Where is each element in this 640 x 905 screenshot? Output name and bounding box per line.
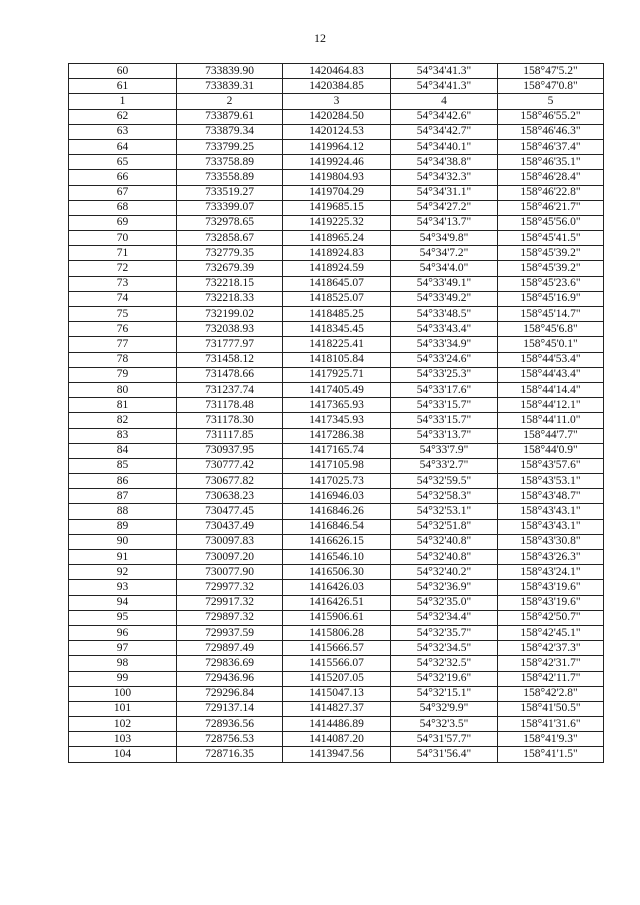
x-coordinate-cell: 733879.61	[177, 109, 283, 124]
table-row	[69, 109, 604, 124]
table-row	[69, 701, 604, 716]
latitude-cell: 54°32'32.5"	[391, 656, 498, 671]
point-number-cell: 99	[69, 671, 177, 686]
point-number-cell: 100	[69, 686, 177, 701]
latitude-cell: 54°33'43.4"	[391, 322, 498, 337]
longitude-cell: 158°42'31.7"	[498, 656, 604, 671]
latitude-cell: 54°34'42.7"	[391, 124, 498, 139]
longitude-cell: 158°43'19.6"	[498, 595, 604, 610]
x-coordinate-cell: 729897.49	[177, 641, 283, 656]
x-coordinate-cell: 729137.14	[177, 701, 283, 716]
longitude-cell: 158°44'53.4"	[498, 352, 604, 367]
x-coordinate-cell: 733799.25	[177, 139, 283, 154]
y-coordinate-cell: 1417345.93	[283, 413, 391, 428]
latitude-cell: 54°32'35.7"	[391, 625, 498, 640]
x-coordinate-cell: 731237.74	[177, 382, 283, 397]
latitude-cell: 54°33'13.7"	[391, 428, 498, 443]
longitude-cell: 158°42'37.3"	[498, 641, 604, 656]
latitude-cell: 54°33'25.3"	[391, 367, 498, 382]
point-number-cell: 84	[69, 443, 177, 458]
longitude-cell: 158°44'43.4"	[498, 367, 604, 382]
longitude-cell: 158°43'43.1"	[498, 504, 604, 519]
y-coordinate-cell: 1418645.07	[283, 276, 391, 291]
point-number-cell: 67	[69, 185, 177, 200]
table-row	[69, 64, 604, 79]
y-coordinate-cell: 1416426.03	[283, 580, 391, 595]
point-number-cell: 76	[69, 322, 177, 337]
latitude-cell: 54°33'15.7"	[391, 413, 498, 428]
y-coordinate-cell: 1420284.50	[283, 109, 391, 124]
table-row	[69, 474, 604, 489]
point-number-cell: 101	[69, 701, 177, 716]
longitude-cell: 158°46'37.4"	[498, 139, 604, 154]
coordinates-table	[68, 63, 604, 763]
point-number-cell: 82	[69, 413, 177, 428]
x-coordinate-cell: 733519.27	[177, 185, 283, 200]
x-coordinate-cell: 730777.42	[177, 458, 283, 473]
x-coordinate-cell: 732858.67	[177, 231, 283, 246]
longitude-cell: 158°44'11.0"	[498, 413, 604, 428]
x-coordinate-cell: 729296.84	[177, 686, 283, 701]
y-coordinate-cell: 1419704.29	[283, 185, 391, 200]
point-number-cell: 98	[69, 656, 177, 671]
x-coordinate-cell: 732038.93	[177, 322, 283, 337]
table-row	[69, 79, 604, 94]
table-row	[69, 398, 604, 413]
y-coordinate-cell: 1419225.32	[283, 215, 391, 230]
table-row	[69, 261, 604, 276]
y-coordinate-cell: 1419964.12	[283, 139, 391, 154]
table-row	[69, 489, 604, 504]
table-row	[69, 155, 604, 170]
y-coordinate-cell: 1415566.07	[283, 656, 391, 671]
latitude-cell: 54°32'19.6"	[391, 671, 498, 686]
x-coordinate-cell: 731178.30	[177, 413, 283, 428]
point-number-cell: 74	[69, 291, 177, 306]
point-number-cell: 81	[69, 398, 177, 413]
table-row	[69, 337, 604, 352]
longitude-cell: 158°45'39.2"	[498, 261, 604, 276]
longitude-cell: 158°42'2.8"	[498, 686, 604, 701]
latitude-cell: 54°32'51.8"	[391, 519, 498, 534]
longitude-cell: 158°42'45.1"	[498, 625, 604, 640]
y-coordinate-cell: 1418345.45	[283, 322, 391, 337]
longitude-cell: 158°46'21.7"	[498, 200, 604, 215]
x-coordinate-cell: 730638.23	[177, 489, 283, 504]
x-coordinate-cell: 732978.65	[177, 215, 283, 230]
longitude-cell: 158°44'14.4"	[498, 382, 604, 397]
y-coordinate-cell: 1418965.24	[283, 231, 391, 246]
x-coordinate-cell: 730677.82	[177, 474, 283, 489]
latitude-cell: 54°34'41.3"	[391, 64, 498, 79]
latitude-cell: 54°31'56.4"	[391, 747, 498, 762]
table-row	[69, 322, 604, 337]
x-coordinate-cell: 733558.89	[177, 170, 283, 185]
longitude-cell: 158°43'53.1"	[498, 474, 604, 489]
point-number-cell: 64	[69, 139, 177, 154]
point-number-cell: 92	[69, 565, 177, 580]
table-row	[69, 276, 604, 291]
point-number-cell: 102	[69, 717, 177, 732]
longitude-cell: 158°46'22.8"	[498, 185, 604, 200]
x-coordinate-cell: 731178.48	[177, 398, 283, 413]
y-coordinate-cell: 1417365.93	[283, 398, 391, 413]
y-coordinate-cell: 1416946.03	[283, 489, 391, 504]
longitude-cell: 158°43'30.8"	[498, 534, 604, 549]
longitude-cell: 158°46'46.3"	[498, 124, 604, 139]
table-row	[69, 641, 604, 656]
longitude-cell: 158°45'16.9"	[498, 291, 604, 306]
longitude-cell: 158°42'11.7"	[498, 671, 604, 686]
x-coordinate-cell: 732218.15	[177, 276, 283, 291]
latitude-cell: 54°33'7.9"	[391, 443, 498, 458]
table-row	[69, 382, 604, 397]
longitude-cell: 158°45'0.1"	[498, 337, 604, 352]
x-coordinate-cell: 733839.31	[177, 79, 283, 94]
x-coordinate-cell: 729897.32	[177, 610, 283, 625]
x-coordinate-cell: 733879.34	[177, 124, 283, 139]
y-coordinate-cell: 1417105.98	[283, 458, 391, 473]
y-coordinate-cell: 1416846.54	[283, 519, 391, 534]
table-row	[69, 565, 604, 580]
table-row	[69, 550, 604, 565]
table-row	[69, 671, 604, 686]
x-coordinate-cell: 728716.35	[177, 747, 283, 762]
y-coordinate-cell: 1418525.07	[283, 291, 391, 306]
y-coordinate-cell: 1414486.89	[283, 717, 391, 732]
y-coordinate-cell: 1420384.85	[283, 79, 391, 94]
x-coordinate-cell: 733758.89	[177, 155, 283, 170]
longitude-cell: 158°41'31.6"	[498, 717, 604, 732]
point-number-cell: 80	[69, 382, 177, 397]
latitude-cell: 54°33'49.1"	[391, 276, 498, 291]
latitude-cell: 54°34'38.8"	[391, 155, 498, 170]
y-coordinate-cell: 1417286.38	[283, 428, 391, 443]
table-row	[69, 458, 604, 473]
x-coordinate-cell: 730077.90	[177, 565, 283, 580]
latitude-cell: 54°32'15.1"	[391, 686, 498, 701]
x-coordinate-cell: 732779.35	[177, 246, 283, 261]
longitude-cell: 158°43'48.7"	[498, 489, 604, 504]
latitude-cell: 54°34'40.1"	[391, 139, 498, 154]
point-number-cell: 104	[69, 747, 177, 762]
latitude-cell: 54°32'36.9"	[391, 580, 498, 595]
longitude-cell: 158°45'23.6"	[498, 276, 604, 291]
x-coordinate-cell: 729836.69	[177, 656, 283, 671]
y-coordinate-cell: 1416546.10	[283, 550, 391, 565]
longitude-cell: 158°43'43.1"	[498, 519, 604, 534]
y-coordinate-cell: 1415806.28	[283, 625, 391, 640]
y-coordinate-cell: 1415047.13	[283, 686, 391, 701]
y-coordinate-cell: 3	[283, 94, 391, 109]
latitude-cell: 54°34'41.3"	[391, 79, 498, 94]
longitude-cell: 158°45'56.0"	[498, 215, 604, 230]
point-number-cell: 60	[69, 64, 177, 79]
page-number: 12	[314, 31, 326, 45]
table-row	[69, 580, 604, 595]
table-row	[69, 534, 604, 549]
point-number-cell: 87	[69, 489, 177, 504]
latitude-cell: 54°34'42.6"	[391, 109, 498, 124]
latitude-cell: 54°34'9.8"	[391, 231, 498, 246]
point-number-cell: 85	[69, 458, 177, 473]
point-number-cell: 66	[69, 170, 177, 185]
table-row	[69, 246, 604, 261]
table-row	[69, 170, 604, 185]
x-coordinate-cell: 730097.20	[177, 550, 283, 565]
y-coordinate-cell: 1418225.41	[283, 337, 391, 352]
latitude-cell: 54°33'17.6"	[391, 382, 498, 397]
y-coordinate-cell: 1418924.59	[283, 261, 391, 276]
y-coordinate-cell: 1417925.71	[283, 367, 391, 382]
x-coordinate-cell: 732218.33	[177, 291, 283, 306]
latitude-cell: 54°32'59.5"	[391, 474, 498, 489]
x-coordinate-cell: 732679.39	[177, 261, 283, 276]
point-number-cell: 96	[69, 625, 177, 640]
x-coordinate-cell: 728936.56	[177, 717, 283, 732]
point-number-cell: 88	[69, 504, 177, 519]
y-coordinate-cell: 1416506.30	[283, 565, 391, 580]
point-number-cell: 77	[69, 337, 177, 352]
y-coordinate-cell: 1418485.25	[283, 307, 391, 322]
y-coordinate-cell: 1417025.73	[283, 474, 391, 489]
longitude-cell: 5	[498, 94, 604, 109]
table-row	[69, 231, 604, 246]
table-row	[69, 656, 604, 671]
point-number-cell: 1	[69, 94, 177, 109]
table-row	[69, 352, 604, 367]
coordinates-table-body	[69, 64, 604, 763]
point-number-cell: 72	[69, 261, 177, 276]
table-row	[69, 291, 604, 306]
table-row	[69, 307, 604, 322]
longitude-cell: 158°46'28.4"	[498, 170, 604, 185]
latitude-cell: 54°32'40.8"	[391, 534, 498, 549]
table-row	[69, 747, 604, 762]
longitude-cell: 158°47'5.2"	[498, 64, 604, 79]
y-coordinate-cell: 1414827.37	[283, 701, 391, 716]
longitude-cell: 158°43'26.3"	[498, 550, 604, 565]
x-coordinate-cell: 733399.07	[177, 200, 283, 215]
x-coordinate-cell: 731117.85	[177, 428, 283, 443]
y-coordinate-cell: 1415666.57	[283, 641, 391, 656]
table-row	[69, 595, 604, 610]
x-coordinate-cell: 731478.66	[177, 367, 283, 382]
point-number-cell: 83	[69, 428, 177, 443]
y-coordinate-cell: 1419924.46	[283, 155, 391, 170]
y-coordinate-cell: 1417165.74	[283, 443, 391, 458]
point-number-cell: 93	[69, 580, 177, 595]
latitude-cell: 54°33'24.6"	[391, 352, 498, 367]
latitude-cell: 54°33'34.9"	[391, 337, 498, 352]
latitude-cell: 54°32'34.4"	[391, 610, 498, 625]
y-coordinate-cell: 1414087.20	[283, 732, 391, 747]
table-row	[69, 428, 604, 443]
point-number-cell: 63	[69, 124, 177, 139]
x-coordinate-cell: 731777.97	[177, 337, 283, 352]
latitude-cell: 54°34'13.7"	[391, 215, 498, 230]
latitude-cell: 54°32'40.2"	[391, 565, 498, 580]
y-coordinate-cell: 1418105.84	[283, 352, 391, 367]
latitude-cell: 54°31'57.7"	[391, 732, 498, 747]
table-row	[69, 94, 604, 109]
table-row	[69, 443, 604, 458]
longitude-cell: 158°44'0.9"	[498, 443, 604, 458]
longitude-cell: 158°45'6.8"	[498, 322, 604, 337]
point-number-cell: 71	[69, 246, 177, 261]
longitude-cell: 158°44'7.7"	[498, 428, 604, 443]
latitude-cell: 54°33'49.2"	[391, 291, 498, 306]
longitude-cell: 158°43'19.6"	[498, 580, 604, 595]
x-coordinate-cell: 729436.96	[177, 671, 283, 686]
x-coordinate-cell: 730437.49	[177, 519, 283, 534]
longitude-cell: 158°44'12.1"	[498, 398, 604, 413]
x-coordinate-cell: 729917.32	[177, 595, 283, 610]
latitude-cell: 54°32'40.8"	[391, 550, 498, 565]
table-row	[69, 610, 604, 625]
longitude-cell: 158°43'57.6"	[498, 458, 604, 473]
point-number-cell: 103	[69, 732, 177, 747]
y-coordinate-cell: 1420124.53	[283, 124, 391, 139]
latitude-cell: 54°34'27.2"	[391, 200, 498, 215]
longitude-cell: 158°46'35.1"	[498, 155, 604, 170]
x-coordinate-cell: 730937.95	[177, 443, 283, 458]
table-row	[69, 185, 604, 200]
longitude-cell: 158°41'50.5"	[498, 701, 604, 716]
point-number-cell: 89	[69, 519, 177, 534]
table-row	[69, 732, 604, 747]
point-number-cell: 69	[69, 215, 177, 230]
table-row	[69, 504, 604, 519]
point-number-cell: 79	[69, 367, 177, 382]
point-number-cell: 68	[69, 200, 177, 215]
point-number-cell: 75	[69, 307, 177, 322]
table-row	[69, 139, 604, 154]
y-coordinate-cell: 1417405.49	[283, 382, 391, 397]
point-number-cell: 86	[69, 474, 177, 489]
table-row	[69, 625, 604, 640]
latitude-cell: 54°33'15.7"	[391, 398, 498, 413]
y-coordinate-cell: 1415906.61	[283, 610, 391, 625]
longitude-cell: 158°43'24.1"	[498, 565, 604, 580]
point-number-cell: 70	[69, 231, 177, 246]
latitude-cell: 54°34'7.2"	[391, 246, 498, 261]
table-row	[69, 200, 604, 215]
table-row	[69, 717, 604, 732]
y-coordinate-cell: 1415207.05	[283, 671, 391, 686]
latitude-cell: 54°32'35.0"	[391, 595, 498, 610]
longitude-cell: 158°41'9.3"	[498, 732, 604, 747]
latitude-cell: 54°32'58.3"	[391, 489, 498, 504]
latitude-cell: 54°33'48.5"	[391, 307, 498, 322]
latitude-cell: 4	[391, 94, 498, 109]
y-coordinate-cell: 1420464.83	[283, 64, 391, 79]
x-coordinate-cell: 732199.02	[177, 307, 283, 322]
point-number-cell: 94	[69, 595, 177, 610]
point-number-cell: 73	[69, 276, 177, 291]
latitude-cell: 54°32'9.9"	[391, 701, 498, 716]
point-number-cell: 91	[69, 550, 177, 565]
longitude-cell: 158°42'50.7"	[498, 610, 604, 625]
x-coordinate-cell: 729977.32	[177, 580, 283, 595]
y-coordinate-cell: 1416846.26	[283, 504, 391, 519]
x-coordinate-cell: 728756.53	[177, 732, 283, 747]
x-coordinate-cell: 729937.59	[177, 625, 283, 640]
table-row	[69, 686, 604, 701]
longitude-cell: 158°45'14.7"	[498, 307, 604, 322]
y-coordinate-cell: 1413947.56	[283, 747, 391, 762]
y-coordinate-cell: 1418924.83	[283, 246, 391, 261]
y-coordinate-cell: 1419685.15	[283, 200, 391, 215]
x-coordinate-cell: 730477.45	[177, 504, 283, 519]
latitude-cell: 54°32'34.5"	[391, 641, 498, 656]
point-number-cell: 62	[69, 109, 177, 124]
table-row	[69, 215, 604, 230]
table-row	[69, 124, 604, 139]
x-coordinate-cell: 731458.12	[177, 352, 283, 367]
table-row	[69, 413, 604, 428]
y-coordinate-cell: 1419804.93	[283, 170, 391, 185]
longitude-cell: 158°45'41.5"	[498, 231, 604, 246]
table-row	[69, 367, 604, 382]
latitude-cell: 54°32'53.1"	[391, 504, 498, 519]
latitude-cell: 54°34'32.3"	[391, 170, 498, 185]
longitude-cell: 158°47'0.8"	[498, 79, 604, 94]
latitude-cell: 54°33'2.7"	[391, 458, 498, 473]
longitude-cell: 158°46'55.2"	[498, 109, 604, 124]
point-number-cell: 61	[69, 79, 177, 94]
latitude-cell: 54°32'3.5"	[391, 717, 498, 732]
longitude-cell: 158°45'39.2"	[498, 246, 604, 261]
point-number-cell: 78	[69, 352, 177, 367]
x-coordinate-cell: 733839.90	[177, 64, 283, 79]
x-coordinate-cell: 2	[177, 94, 283, 109]
table-row	[69, 519, 604, 534]
point-number-cell: 65	[69, 155, 177, 170]
y-coordinate-cell: 1416426.51	[283, 595, 391, 610]
latitude-cell: 54°34'4.0"	[391, 261, 498, 276]
latitude-cell: 54°34'31.1"	[391, 185, 498, 200]
y-coordinate-cell: 1416626.15	[283, 534, 391, 549]
point-number-cell: 95	[69, 610, 177, 625]
longitude-cell: 158°41'1.5"	[498, 747, 604, 762]
point-number-cell: 97	[69, 641, 177, 656]
x-coordinate-cell: 730097.83	[177, 534, 283, 549]
point-number-cell: 90	[69, 534, 177, 549]
